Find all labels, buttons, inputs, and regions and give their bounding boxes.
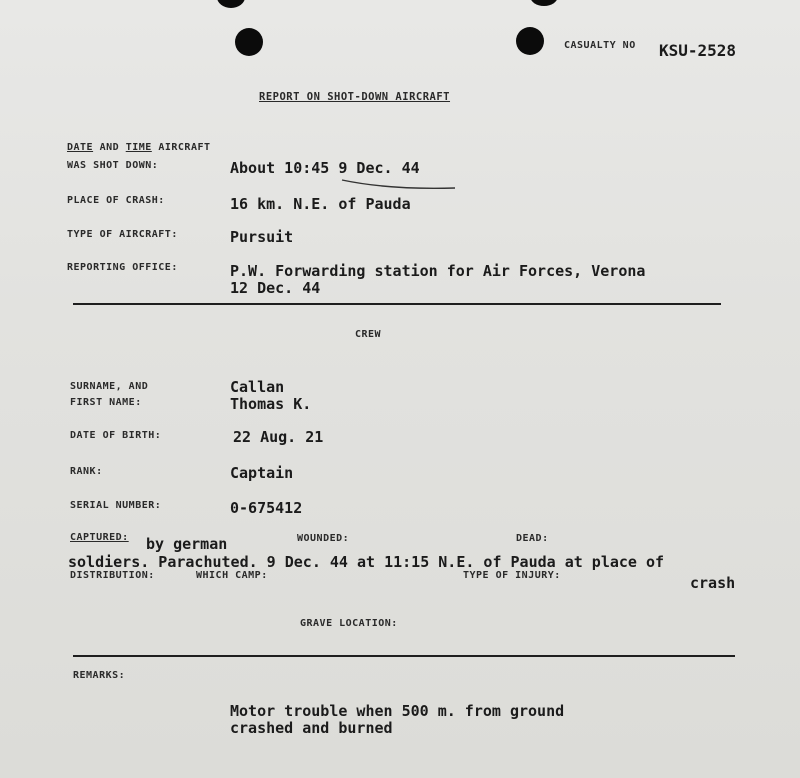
place-of-crash-value: 16 km. N.E. of Pauda <box>230 195 411 213</box>
date-of-birth-label: DATE OF BIRTH: <box>70 430 162 441</box>
casualty-number-label: CASUALTY NO <box>564 40 636 51</box>
remarks-line-2: crashed and burned <box>230 719 393 737</box>
reporting-office-value: P.W. Forwarding station for Air Forces, Verona <box>230 262 646 280</box>
capture-detail-end: crash <box>690 574 736 592</box>
section-divider-bottom <box>73 655 735 657</box>
rank-label: RANK: <box>70 466 103 477</box>
dead-label: DEAD: <box>516 533 549 544</box>
wounded-label: WOUNDED: <box>297 533 350 544</box>
casualty-number: KSU-2528 <box>659 41 737 60</box>
punch-hole-right <box>516 27 544 55</box>
surname-label: SURNAME, AND <box>70 381 149 392</box>
reporting-office-label: REPORTING OFFICE: <box>67 262 178 273</box>
surname-value: Callan <box>230 378 285 396</box>
remarks-line-1: Motor trouble when 500 m. from ground <box>230 702 565 720</box>
grave-location-label: GRAVE LOCATION: <box>300 618 398 629</box>
date-of-birth-value: 22 Aug. 21 <box>233 428 324 446</box>
shot-down-label: WAS SHOT DOWN: <box>67 160 159 171</box>
type-of-aircraft-label: TYPE OF AIRCRAFT: <box>67 229 178 240</box>
capture-detail: soldiers. Parachuted. 9 Dec. 44 at 11:15 N.E. of Pauda at place of <box>68 553 665 571</box>
rank-value: Captain <box>230 464 294 482</box>
section-divider-top <box>73 303 721 305</box>
punch-hole-top-left <box>217 0 245 8</box>
distribution-label: DISTRIBUTION: <box>70 570 155 581</box>
place-of-crash-label: PLACE OF CRASH: <box>67 195 165 206</box>
captured-value: by german <box>146 535 228 553</box>
date-time-label: DATE AND TIME AIRCRAFT <box>67 142 211 153</box>
shot-down-value: About 10:45 9 Dec. 44 <box>230 159 420 177</box>
punch-hole-top-right <box>530 0 558 6</box>
first-name-value: Thomas K. <box>230 395 312 413</box>
punch-hole-left <box>235 28 263 56</box>
serial-number-label: SERIAL NUMBER: <box>70 500 162 511</box>
type-of-injury-label: TYPE OF INJURY: <box>463 570 561 581</box>
handwritten-underline <box>340 176 460 190</box>
serial-number-value: 0-675412 <box>230 499 303 517</box>
crew-heading: CREW <box>355 329 382 340</box>
which-camp-label: WHICH CAMP: <box>196 570 268 581</box>
first-name-label: FIRST NAME: <box>70 397 142 408</box>
report-title: REPORT ON SHOT-DOWN AIRCRAFT <box>259 91 451 103</box>
type-of-aircraft-value: Pursuit <box>230 228 294 246</box>
captured-label: CAPTURED: <box>70 532 129 543</box>
remarks-label: REMARKS: <box>73 670 126 681</box>
reporting-office-date: 12 Dec. 44 <box>230 279 321 297</box>
